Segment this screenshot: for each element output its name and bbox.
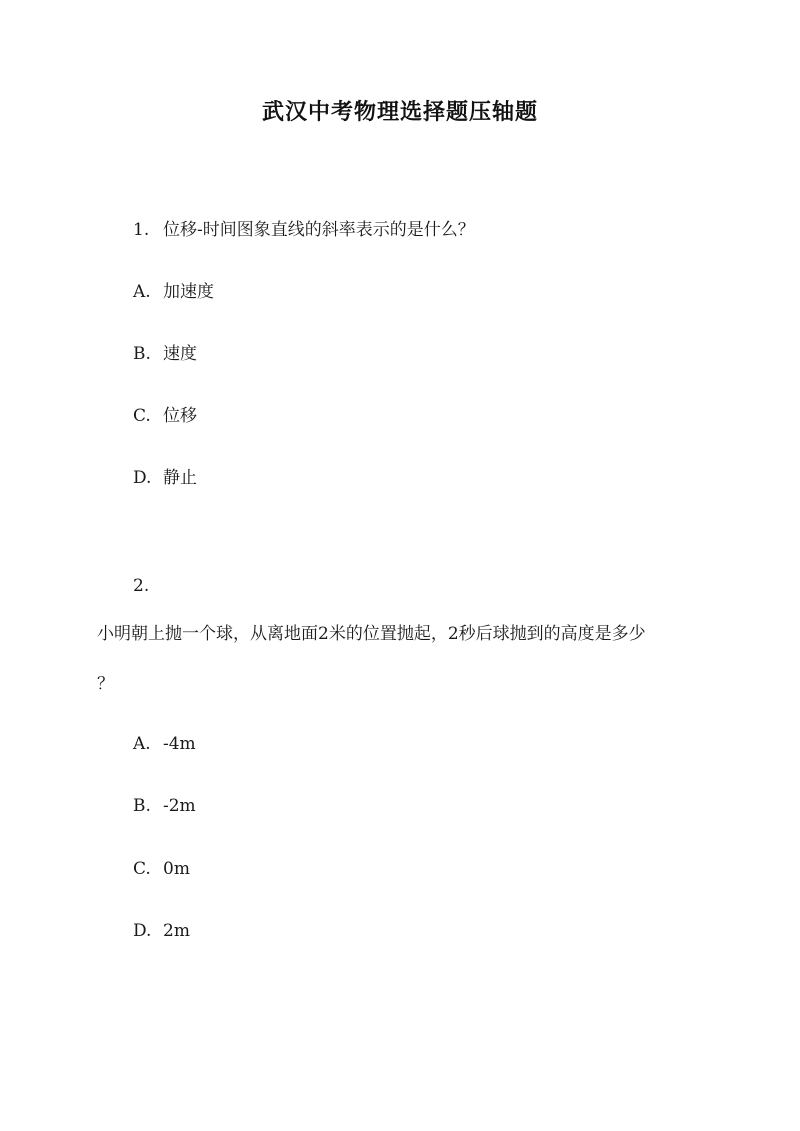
question-2-option-d — [133, 919, 190, 943]
option-text: 位移 — [163, 406, 197, 426]
option-letter: B. — [133, 344, 151, 364]
option-text: 静止 — [163, 468, 197, 488]
question-1-option-c — [133, 404, 197, 428]
option-text: 速度 — [163, 344, 197, 364]
question-2-option-a — [133, 732, 196, 756]
option-letter: C. — [133, 406, 151, 426]
option-text: -4m — [163, 734, 196, 754]
option-letter: C. — [133, 859, 151, 879]
question-2-number: 2. — [133, 576, 150, 596]
question-text: 位移-时间图象直线的斜率表示的是什么？ — [163, 220, 475, 240]
question-2-option-c — [133, 857, 190, 881]
option-letter: D. — [133, 921, 152, 941]
question-number: 1. — [133, 220, 150, 240]
question-2-text-line-1: 小明朝上抛一个球，从离地面2米的位置抛起，2秒后球抛到的高度是多少 — [97, 624, 646, 644]
page-title: 武汉中考物理选择题压轴题 — [261, 99, 538, 125]
option-text: 加速度 — [163, 282, 214, 302]
question-1-option-a — [133, 280, 214, 304]
option-letter: D. — [133, 468, 152, 488]
option-letter: A. — [133, 282, 151, 302]
option-letter: B. — [133, 796, 151, 816]
question-1-stem — [133, 218, 475, 242]
option-text: 0m — [163, 859, 190, 879]
question-1-option-b — [133, 342, 197, 366]
question-1-option-d — [133, 466, 197, 490]
question-2-option-b — [133, 794, 196, 818]
question-2-text-line-2: ？ — [97, 674, 114, 694]
option-text: -2m — [163, 796, 196, 816]
option-letter: A. — [133, 734, 151, 754]
option-text: 2m — [163, 921, 190, 941]
